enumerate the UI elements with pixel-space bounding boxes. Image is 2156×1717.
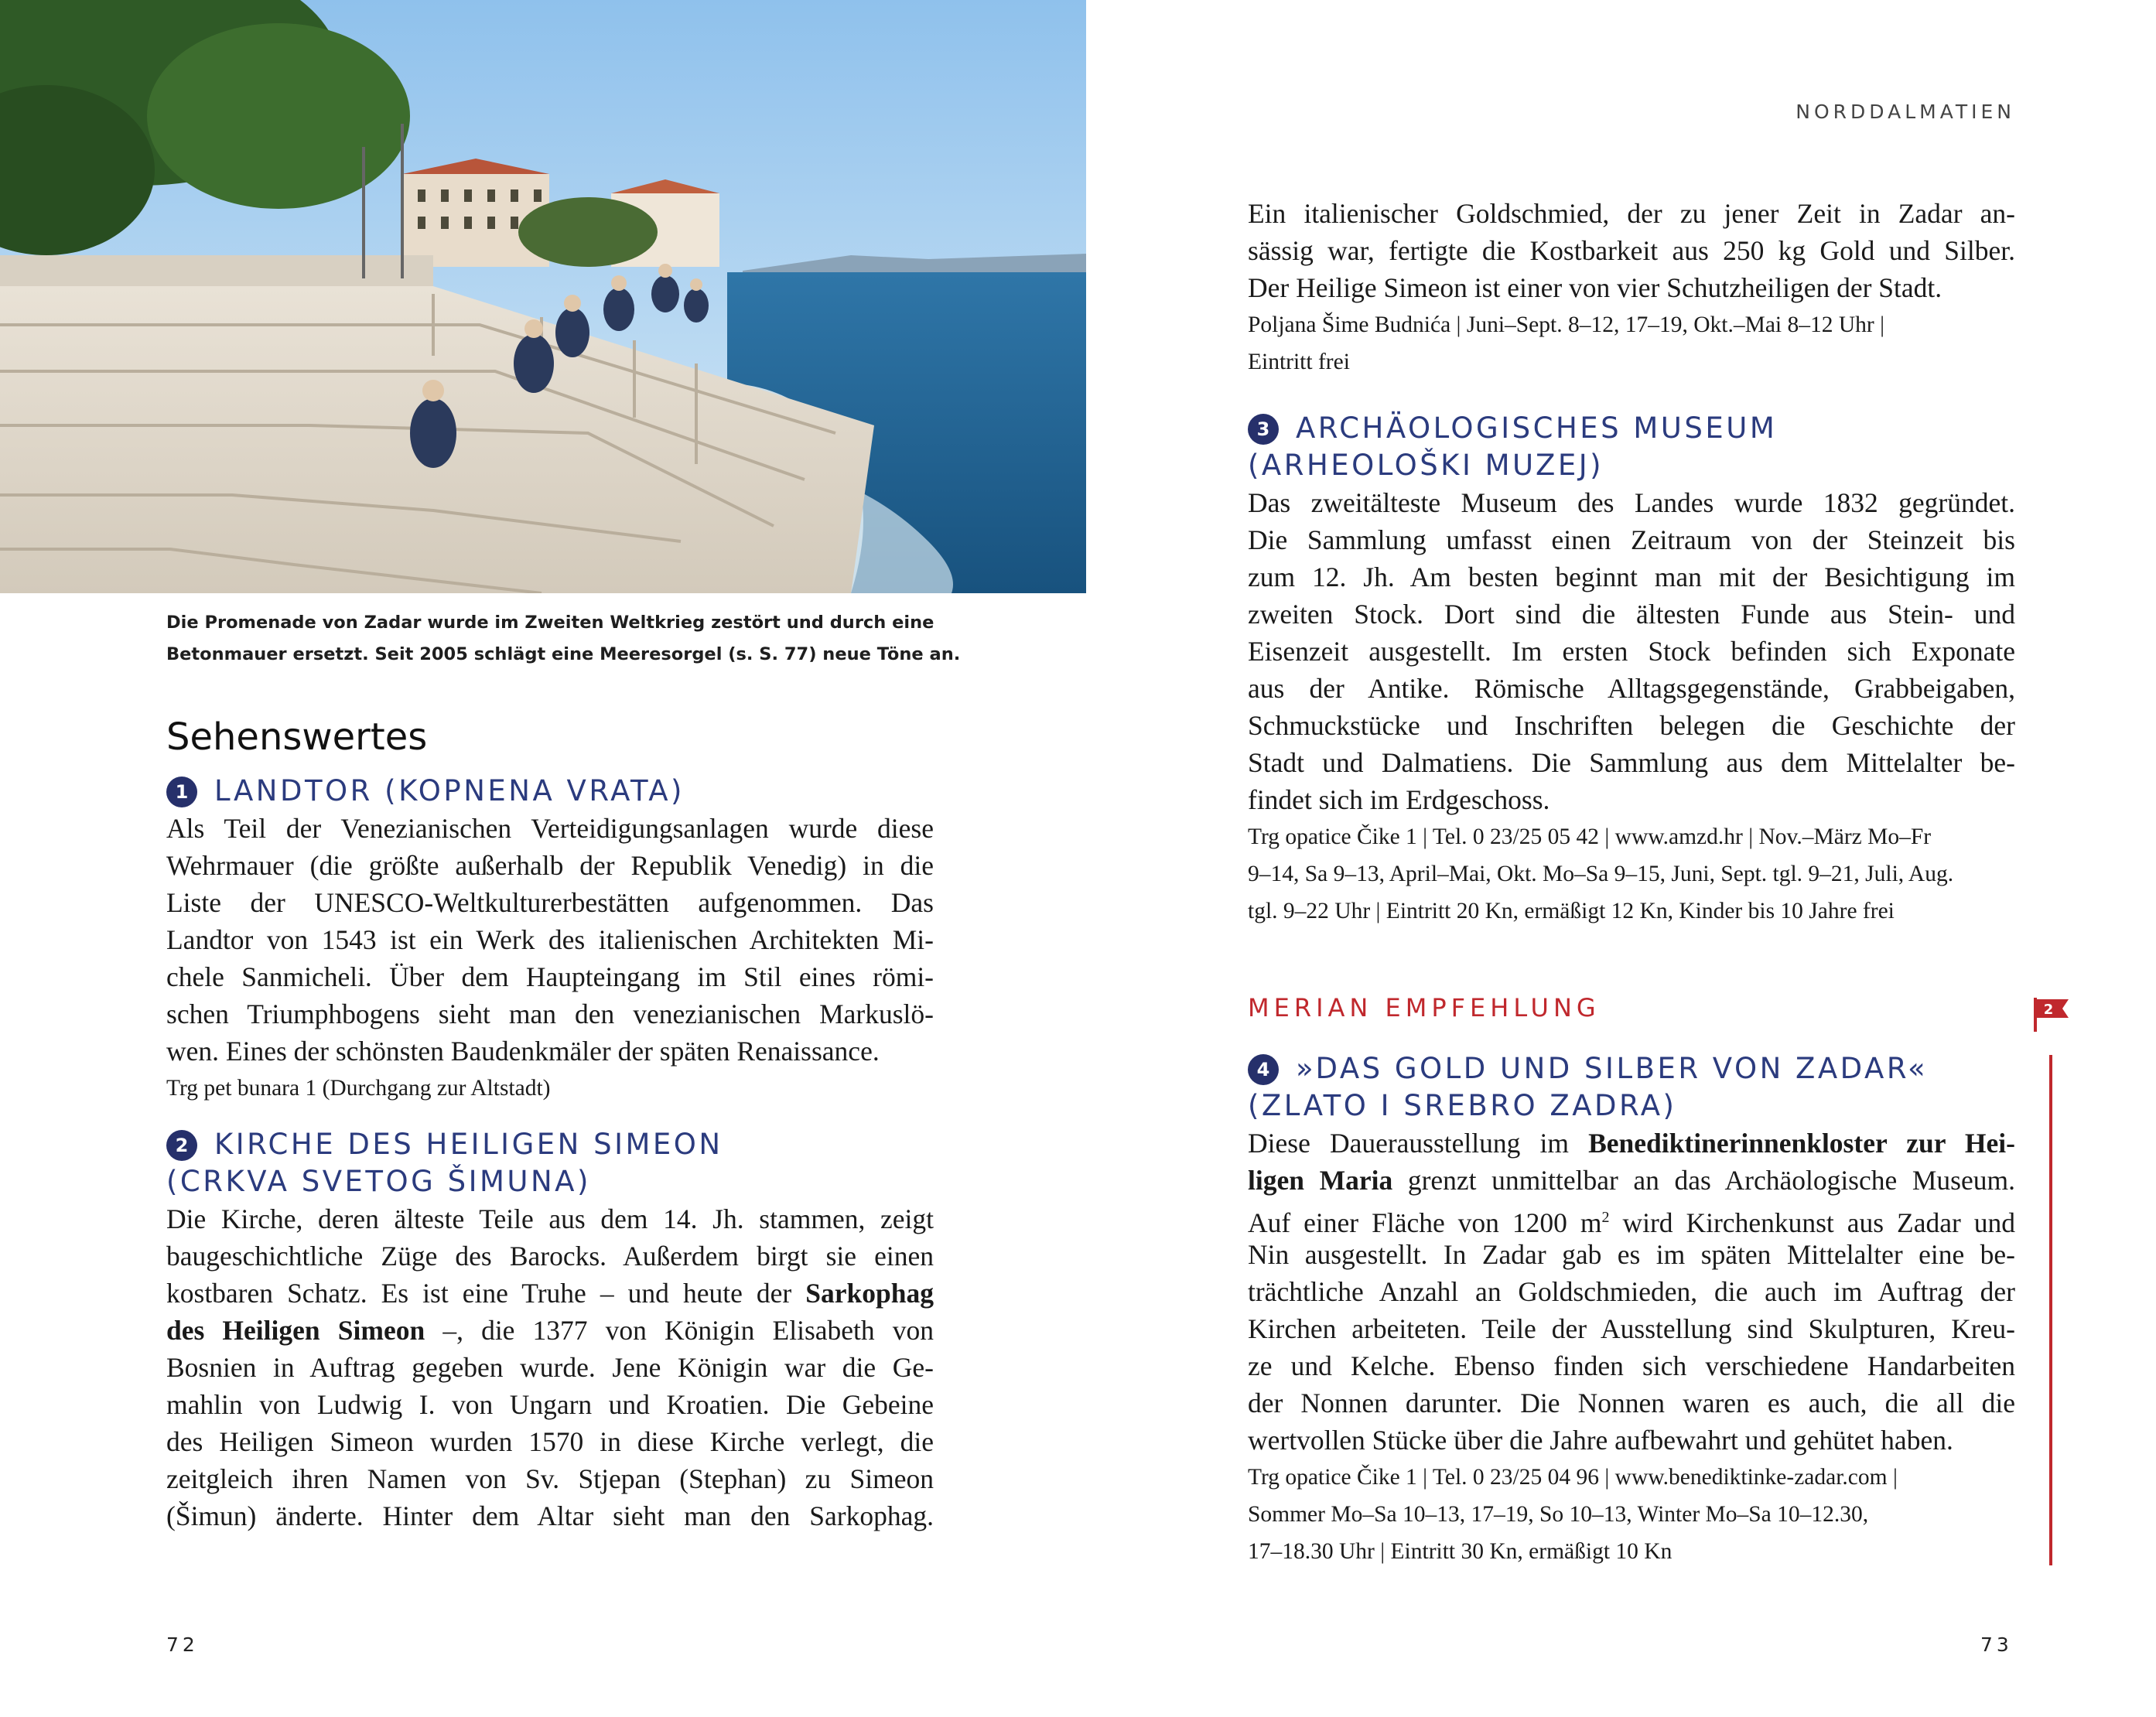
sight-4 — [1248, 1050, 2015, 1570]
body-line: ze und Kelche. Ebenso finden sich verschiedene Handarbeiten — [1248, 1350, 2015, 1381]
sight-3-subtitle: (ARHEOLOŠKI MUZEJ) — [1248, 449, 1604, 482]
bold-term: des Heiligen Simeon — [166, 1315, 425, 1346]
right-column — [1248, 195, 2015, 930]
number-badge: 2 — [166, 1130, 197, 1161]
bold-term: Sarkophag — [805, 1278, 934, 1309]
merian-rule — [2049, 1055, 2052, 1565]
body-line: wertvollen Stücke über die Jahre aufbewahrt und gehütet haben. — [1248, 1425, 1953, 1456]
info-line: Trg opatice Čike 1 | Tel. 0 23/25 05 42 | www.amzd.hr | Nov.–März Mo–Fr — [1248, 824, 1932, 849]
info-line: Eintritt frei — [1248, 350, 1350, 374]
body-line: Ein italienischer Goldschmied, der zu jener Zeit in Zadar an- — [1248, 198, 2015, 229]
body-line: Eisenzeit ausgestellt. Im ersten Stock befinden sich Exponate — [1248, 636, 2015, 667]
info-line: tgl. 9–22 Uhr | Eintritt 20 Kn, ermäßigt 12 Kn, Kinder bis 10 Jahre frei — [1248, 899, 1895, 923]
body-line: ligen Maria grenzt unmittelbar an das Archäologische Museum. — [1248, 1165, 2015, 1196]
body-line: Diese Dauerausstellung im Benediktinerinnenkloster zur Hei- — [1248, 1128, 2015, 1159]
body-line: Wehrmauer (die größte außerhalb der Republik Venedig) in die — [166, 850, 934, 881]
promenade-photo — [0, 0, 1086, 593]
body-line: Kirchen arbeiteten. Teile der Ausstellung sind Skulpturen, Kreu- — [1248, 1313, 2015, 1344]
running-head: NORDDALMATIEN — [1796, 101, 2015, 123]
caption-line: Betonmauer ersetzt. Seit 2005 schlägt eine Meeresorgel (s. S. 77) neue Töne an. — [166, 644, 961, 664]
info-line: 9–14, Sa 9–13, April–Mai, Okt. Mo–Sa 9–15, Juni, Sept. tgl. 9–21, Juli, Aug. — [1248, 862, 1954, 886]
page-number-right: 73 — [1980, 1633, 2013, 1656]
body-line: Als Teil der Venezianischen Verteidigungsanlagen wurde diese — [166, 813, 934, 844]
body-line: Landtor von 1543 ist ein Werk des italienischen Architekten Mi- — [166, 924, 934, 955]
body-line: aus der Antike. Römische Alltagsgegenstände, Grabbeigaben, — [1248, 673, 2015, 704]
body-line: wen. Eines der schönsten Baudenkmäler der späten Renaissance. — [166, 1036, 880, 1067]
sight-1-heading — [166, 773, 934, 810]
body-line: findet sich im Erdgeschoss. — [1248, 784, 1550, 815]
number-badge: 1 — [166, 777, 197, 807]
body-line: chele Sanmicheli. Über dem Haupteingang im Stil eines römi- — [166, 961, 934, 992]
body-line: Die Kirche, deren älteste Teile aus dem 14. Jh. stammen, zeigt — [166, 1203, 934, 1234]
info-line: 17–18.30 Uhr | Eintritt 30 Kn, ermäßigt 10 Kn — [1248, 1539, 1673, 1564]
body-line: Die Sammlung umfasst einen Zeitraum von der Steinzeit bis — [1248, 524, 2015, 555]
photo-caption — [166, 607, 961, 671]
body-line: zeitgleich ihren Namen von Sv. Stjepan (Stephan) zu Simeon — [166, 1463, 934, 1494]
sight-3-heading — [1248, 410, 2015, 484]
body-line: Bosnien in Auftrag gegeben wurde. Jene Königin war die Ge- — [166, 1352, 934, 1383]
sight-2-title: KIRCHE DES HEILIGEN SIMEON — [214, 1128, 723, 1161]
section-title: Sehenswertes — [166, 715, 428, 759]
body-line: kostbaren Schatz. Es ist eine Truhe – und heute der Sarkophag — [166, 1278, 934, 1309]
body-line: Schmuckstücke und Inschriften belegen die Geschichte der — [1248, 710, 2015, 741]
merian-recommendation-label: MERIAN EMPFEHLUNG — [1248, 993, 1601, 1022]
sight-4-title: »DAS GOLD UND SILBER VON ZADAR« — [1296, 1052, 1929, 1085]
sight-2-subtitle: (CRKVA SVETOG ŠIMUNA) — [166, 1165, 591, 1198]
body-line: Stadt und Dalmatiens. Die Sammlung aus dem Mittelalter be- — [1248, 747, 2015, 778]
body-line: Liste der UNESCO-Weltkulturerbestätten aufgenommen. Das — [166, 887, 934, 918]
sight-3-body — [1248, 484, 2015, 930]
page-number-left: 72 — [166, 1633, 199, 1656]
body-line: Nin ausgestellt. In Zadar gab es im späten Mittelalter eine be- — [1248, 1239, 2015, 1270]
left-column — [166, 713, 934, 1534]
body-line: Der Heilige Simeon ist einer von vier Schutzheiligen der Stadt. — [1248, 272, 1942, 303]
sight-3-title: ARCHÄOLOGISCHES MUSEUM — [1296, 411, 1778, 445]
body-line: des Heiligen Simeon wurden 1570 in diese Kirche verlegt, die — [166, 1426, 934, 1457]
sight-2-body — [166, 1200, 934, 1534]
sight-1-title: LANDTOR (KOPNENA VRATA) — [214, 774, 685, 807]
info-line: Trg opatice Čike 1 | Tel. 0 23/25 04 96 | www.benediktinke-zadar.com | — [1248, 1465, 1898, 1490]
sight-4-body — [1248, 1125, 2015, 1570]
body-line: Das zweitälteste Museum des Landes wurde 1832 gegründet. — [1248, 487, 2015, 518]
body-line: zweiten Stock. Dort sind die ältesten Funde aus Stein- und — [1248, 599, 2015, 630]
sight-2-heading — [166, 1126, 934, 1200]
body-line: baugeschichtliche Züge des Barocks. Außerdem birgt sie einen — [166, 1241, 934, 1272]
sight-4-subtitle: (ZLATO I SREBRO ZADRA) — [1248, 1089, 1677, 1122]
info-line: Sommer Mo–Sa 10–13, 17–19, So 10–13, Winter Mo–Sa 10–12.30, — [1248, 1502, 1869, 1527]
body-line: mahlin von Ludwig I. von Ungarn und Kroatien. Die Gebeine — [166, 1389, 934, 1420]
sight-4-heading — [1248, 1050, 2015, 1125]
merian-flag-icon — [2033, 998, 2070, 1032]
info-line: Poljana Šime Budnića | Juni–Sept. 8–12, 17–19, Okt.–Mai 8–12 Uhr | — [1248, 312, 1885, 337]
sight-1-info: Trg pet bunara 1 (Durchgang zur Altstadt) — [166, 1076, 551, 1101]
bold-term: ligen Maria — [1248, 1165, 1393, 1196]
body-line: trächtliche Anzahl an Goldschmieden, die auch im Auftrag der — [1248, 1276, 2015, 1307]
continued-text — [1248, 195, 2015, 381]
sight-1-body — [166, 810, 934, 1107]
caption-line: Die Promenade von Zadar wurde im Zweiten Weltkrieg zestört und durch eine — [166, 613, 934, 633]
body-line: (Šimun) änderte. Hinter dem Altar sieht man den Sarkophag. — [166, 1500, 934, 1531]
number-badge: 3 — [1248, 414, 1279, 445]
body-line: sässig war, fertigte die Kostbarkeit aus 250 kg Gold und Silber. — [1248, 235, 2015, 266]
number-badge: 4 — [1248, 1054, 1279, 1085]
body-line: zum 12. Jh. Am besten beginnt man mit der Besichtigung im — [1248, 562, 2015, 592]
flag-number: 2 — [2043, 1002, 2054, 1018]
body-line: des Heiligen Simeon –, die 1377 von Königin Elisabeth von — [166, 1315, 934, 1346]
bold-term: Benediktinerinnenkloster zur Hei- — [1588, 1128, 2015, 1159]
body-line: schen Triumphbogens sieht man den venezianischen Markuslö- — [166, 998, 934, 1029]
body-line: der Nonnen darunter. Die Nonnen waren es auch, die all die — [1248, 1388, 2015, 1418]
body-line: Auf einer Fläche von 1200 $m^2$ wird Kirchenkunst aus Zadar und — [1248, 1207, 2015, 1238]
